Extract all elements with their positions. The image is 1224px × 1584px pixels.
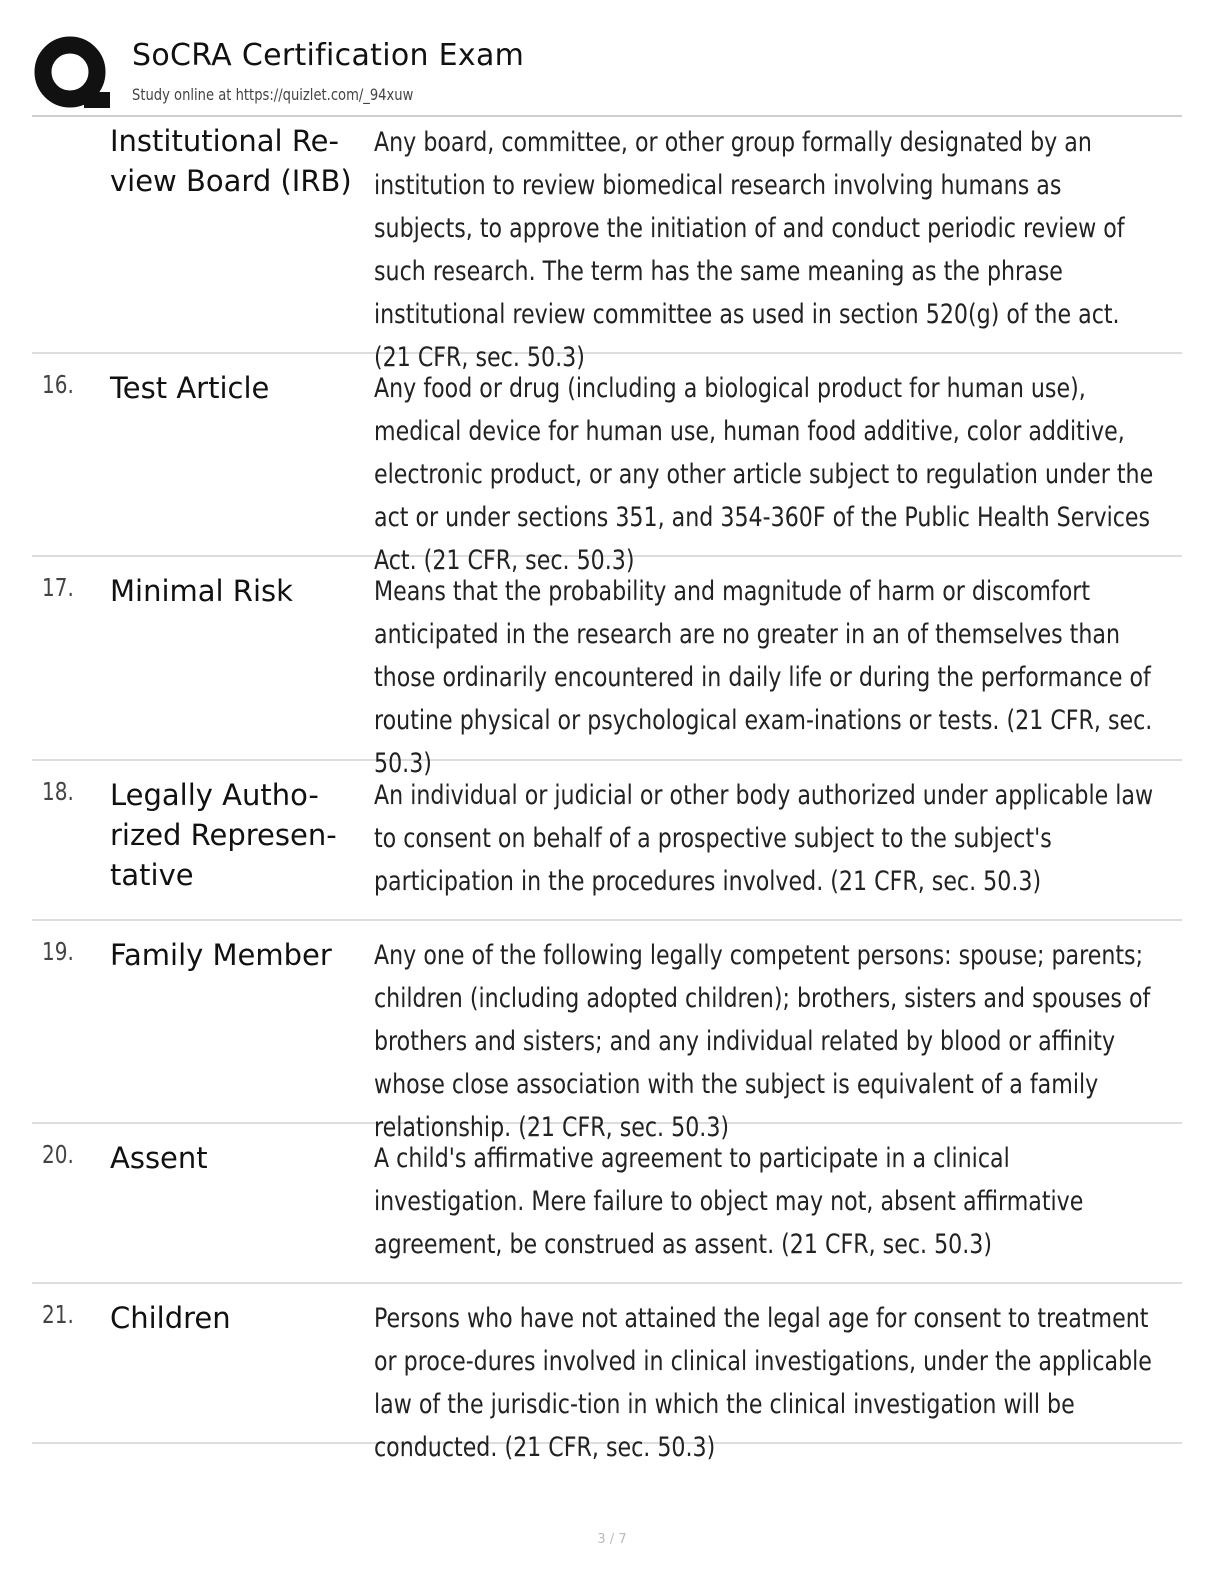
card-term: Children (110, 1301, 231, 1335)
card-definition: Any board, committee, or other group formally designated by an institution to review biomedical research involving humans as subjects, to approve the initiation of and conduct periodic review of such research. The term has the same meaning as the phrase institutional review committee as used in section 520(g) of the act. (21 CFR, sec. 50.3) (374, 127, 1125, 373)
flashcard-row (32, 1284, 1182, 1463)
quizlet-q-logo-icon (32, 34, 112, 114)
card-number: 17. (42, 573, 74, 602)
card-definition: A child's affirmative agreement to participate in a clinical investigation. Mere failure to object may not, absent affirmative agreement, be construed as assent. (21 CFR, sec. 50.3) (374, 1143, 1084, 1260)
card-number: 21. (42, 1300, 74, 1329)
study-online-link[interactable]: Study online at https://quizlet.com/_94xuw (132, 85, 414, 104)
flashcard-row (32, 117, 1182, 373)
page-number: 3 / 7 (597, 1532, 627, 1547)
flashcard-row (32, 921, 1182, 1143)
flashcard-row (32, 761, 1182, 921)
card-number: 18. (42, 777, 74, 806)
card-term: Assent (110, 1141, 208, 1175)
card-number: 19. (42, 937, 74, 966)
flashcard-row (32, 1124, 1182, 1284)
page-header (32, 30, 1182, 116)
flashcard-list (32, 117, 1182, 1463)
card-definition: An individual or judicial or other body authorized under applicable law to consent on behalf of a prospective subject to the subject's participation in the procedures involved. (21 CFR, sec. 50.3) (374, 780, 1154, 897)
card-definition: Any one of the following legally competent persons: spouse; parents; children (including adopted children); brothers, sisters and spouses of brothers and sisters; and any individual related by blood or affinity whose close association with the subject is equivalent of a family relationship. (21 CFR, sec. 50.3) (374, 940, 1151, 1143)
card-term: Test Article (110, 371, 270, 405)
card-number: 16. (42, 370, 74, 399)
card-number: 20. (42, 1140, 74, 1169)
flashcard-row (32, 557, 1182, 779)
document-title: SoCRA Certification Exam (132, 38, 525, 73)
card-term: Family Member (110, 938, 332, 972)
card-definition: Persons who have not attained the legal age for consent to treatment or proce-dures involved in clinical investigations, under the applicable law of the jurisdic-tion in which the clinical investigation will be conducted. (21 CFR, sec. 50.3) (374, 1303, 1152, 1463)
card-definition: Any food or drug (including a biological product for human use), medical device for human use, human food additive, color additive, electronic product, or any other article subject to regulation under the act or under sections 351, and 354-360F of the Public Health Services Act. (21 CFR, sec. 50.3) (374, 373, 1154, 576)
flashcard-row (32, 354, 1182, 576)
card-term: Legally Autho-rized Represen-tative (110, 778, 337, 892)
card-definition: Means that the probability and magnitude of harm or discomfort anticipated in the research are no greater in an of themselves than those ordinarily encountered in daily life or during the performance of routine physical or psychological exam-inations or tests. (21 CFR, sec. 50.3) (374, 576, 1153, 779)
card-term: Institutional Re-view Board (IRB) (110, 124, 352, 198)
card-term: Minimal Risk (110, 574, 293, 608)
